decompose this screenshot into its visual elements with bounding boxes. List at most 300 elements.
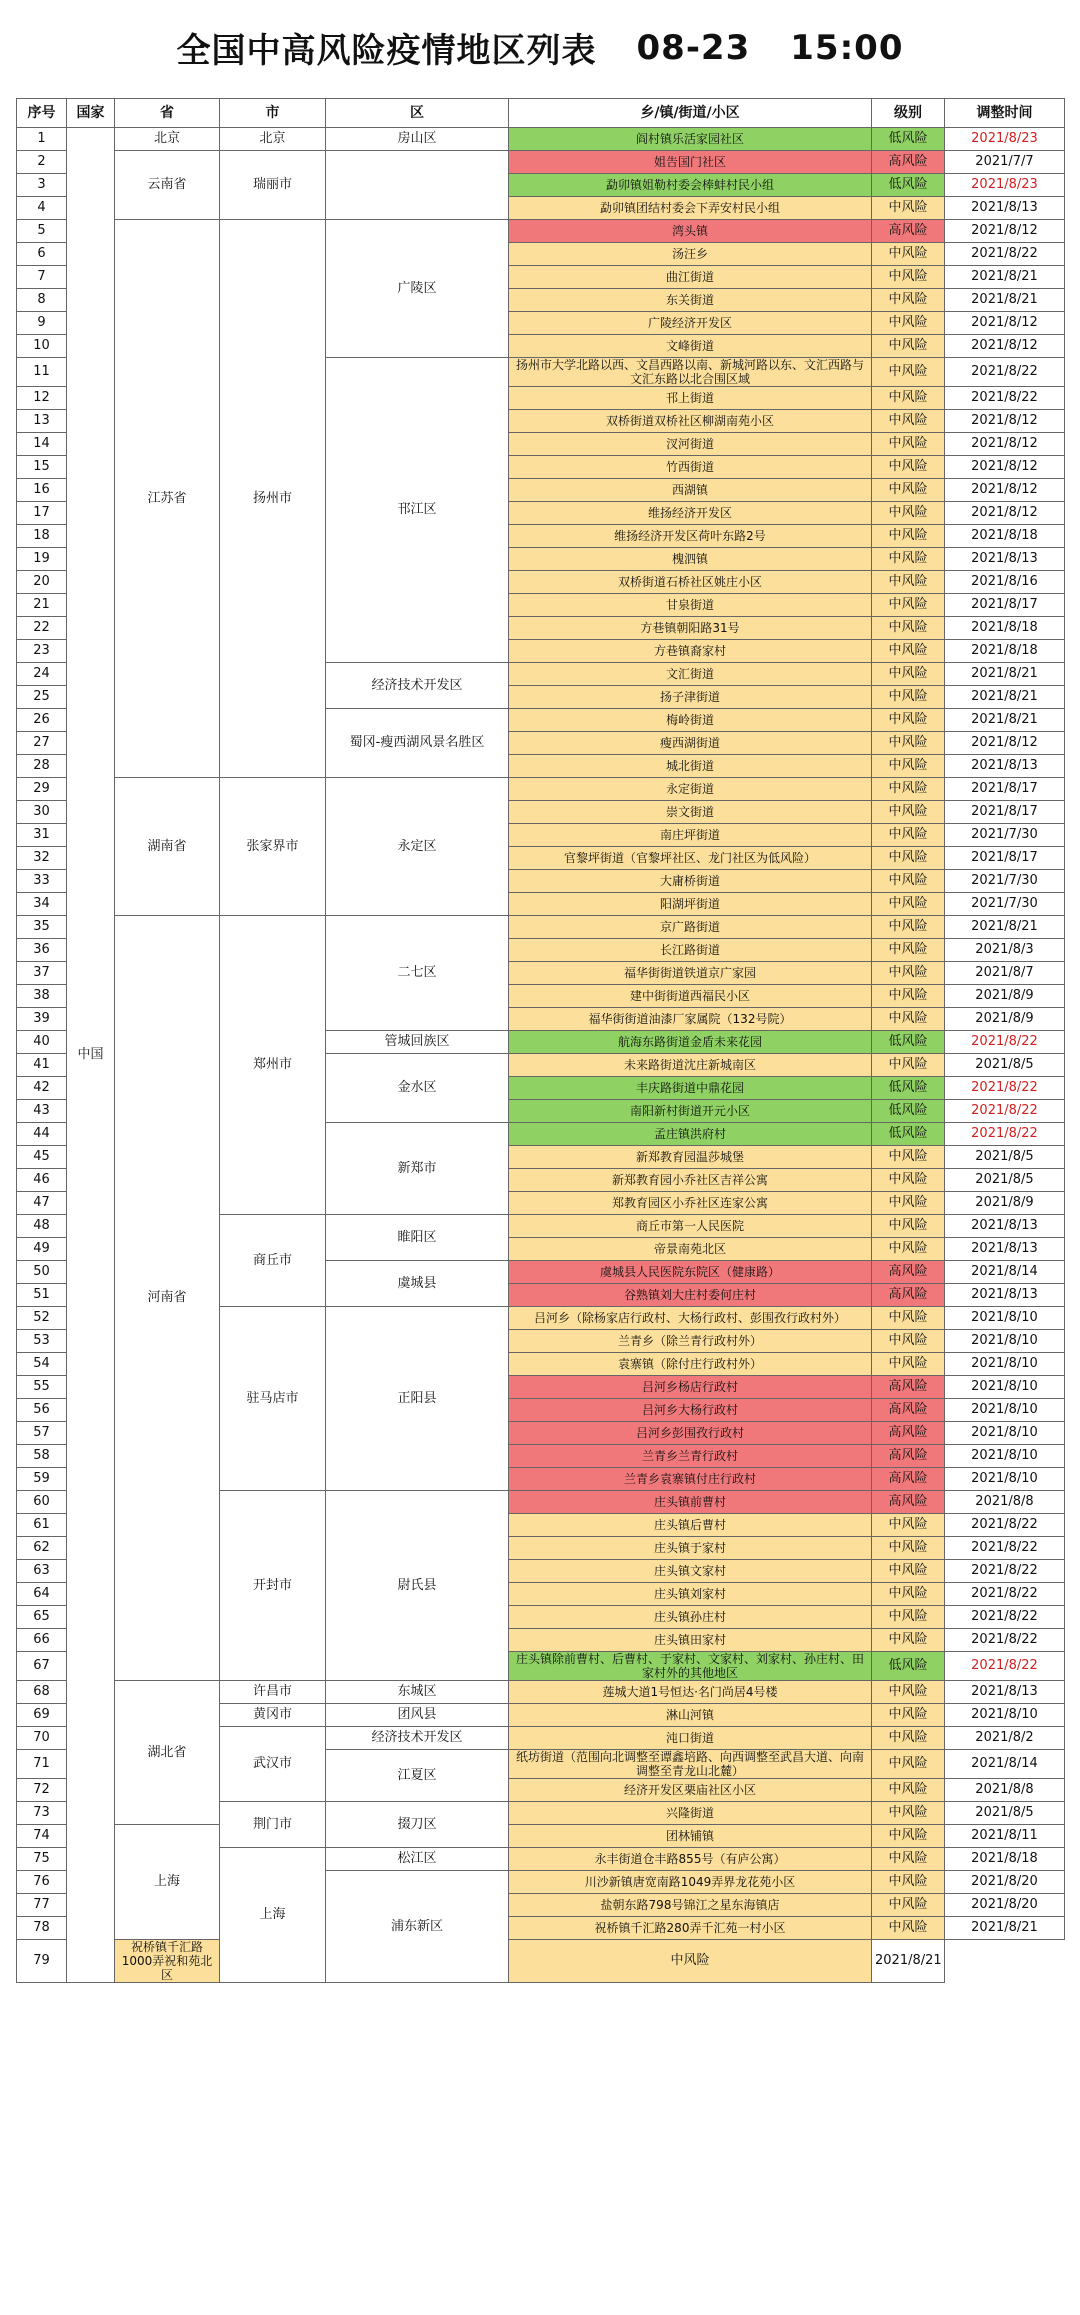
- area-name: 兰青乡兰青行政村: [509, 1445, 872, 1468]
- adjust-date: 2021/8/22: [945, 1560, 1065, 1583]
- row-number: 35: [17, 916, 67, 939]
- province-cell: 湖南省: [115, 778, 220, 916]
- adjust-date: 2021/8/10: [945, 1445, 1065, 1468]
- area-name: 勐卯镇团结村委会下弄安村民小组: [509, 197, 872, 220]
- risk-level: 中风险: [872, 1146, 945, 1169]
- adjust-date: 2021/8/12: [945, 502, 1065, 525]
- area-name: 庄头镇前曹村: [509, 1491, 872, 1514]
- risk-level: 中风险: [872, 1054, 945, 1077]
- title-main: 全国中高风险疫情地区列表: [176, 31, 597, 71]
- header-ward: 乡/镇/街道/小区: [509, 99, 872, 128]
- risk-level: 中风险: [872, 456, 945, 479]
- risk-level: 中风险: [509, 1940, 872, 1983]
- adjust-date: 2021/8/22: [945, 1606, 1065, 1629]
- row-number: 10: [17, 335, 67, 358]
- adjust-date: 2021/8/12: [945, 410, 1065, 433]
- area-name: 方巷镇裔家村: [509, 640, 872, 663]
- adjust-date: 2021/8/10: [945, 1353, 1065, 1376]
- adjust-date: 2021/8/5: [945, 1169, 1065, 1192]
- risk-level: 中风险: [872, 387, 945, 410]
- risk-level: 中风险: [872, 778, 945, 801]
- adjust-date: 2021/8/10: [945, 1307, 1065, 1330]
- row-number: 21: [17, 594, 67, 617]
- risk-level: 中风险: [872, 755, 945, 778]
- area-name: 郑教育园区小乔社区连家公寓: [509, 1192, 872, 1215]
- area-name: 吕河乡（除杨家店行政村、大杨行政村、彭围孜行政村外）: [509, 1307, 872, 1330]
- adjust-date: 2021/8/10: [945, 1468, 1065, 1491]
- adjust-date: 2021/8/12: [945, 220, 1065, 243]
- area-name: 文峰街道: [509, 335, 872, 358]
- area-name: 经济开发区栗庙社区小区: [509, 1779, 872, 1802]
- area-name: 福华街街道油漆厂家属院（132号院）: [509, 1008, 872, 1031]
- risk-level: 中风险: [872, 870, 945, 893]
- district-cell: 经济技术开发区: [326, 663, 509, 709]
- adjust-date: 2021/8/5: [945, 1054, 1065, 1077]
- area-name: 双桥街道双桥社区柳湖南苑小区: [509, 410, 872, 433]
- risk-level: 中风险: [872, 1560, 945, 1583]
- district-cell: 松江区: [326, 1848, 509, 1871]
- row-number: 49: [17, 1238, 67, 1261]
- area-name: 新郑教育园小乔社区吉祥公寓: [509, 1169, 872, 1192]
- area-name: 姐告国门社区: [509, 151, 872, 174]
- adjust-date: 2021/8/10: [945, 1399, 1065, 1422]
- adjust-date: 2021/8/20: [945, 1871, 1065, 1894]
- risk-level: 低风险: [872, 1077, 945, 1100]
- risk-level: 中风险: [872, 502, 945, 525]
- area-name: 庄头镇于家村: [509, 1537, 872, 1560]
- city-cell: 荆门市: [220, 1802, 326, 1848]
- city-cell: 黄冈市: [220, 1704, 326, 1727]
- area-name: 阳湖坪街道: [509, 893, 872, 916]
- adjust-date: 2021/8/22: [945, 358, 1065, 387]
- row-number: 72: [17, 1779, 67, 1802]
- area-name: 南阳新村街道开元小区: [509, 1100, 872, 1123]
- adjust-date: 2021/8/9: [945, 1008, 1065, 1031]
- area-name: 庄头镇刘家村: [509, 1583, 872, 1606]
- adjust-date: 2021/8/5: [945, 1802, 1065, 1825]
- area-name: 虞城县人民医院东院区（健康路）: [509, 1261, 872, 1284]
- district-cell: 浦东新区: [326, 1871, 509, 1983]
- area-name: 永定街道: [509, 778, 872, 801]
- adjust-date: 2021/8/22: [945, 1514, 1065, 1537]
- row-number: 64: [17, 1583, 67, 1606]
- row-number: 59: [17, 1468, 67, 1491]
- area-name: 丰庆路街道中鼎花园: [509, 1077, 872, 1100]
- adjust-date: 2021/8/21: [945, 1917, 1065, 1940]
- adjust-date: 2021/8/12: [945, 312, 1065, 335]
- adjust-date: 2021/8/22: [945, 243, 1065, 266]
- area-name: 淋山河镇: [509, 1704, 872, 1727]
- adjust-date: 2021/8/5: [945, 1146, 1065, 1169]
- row-number: 60: [17, 1491, 67, 1514]
- adjust-date: 2021/8/22: [945, 1031, 1065, 1054]
- risk-level: 中风险: [872, 243, 945, 266]
- row-number: 25: [17, 686, 67, 709]
- area-name: 航海东路街道金盾未来花园: [509, 1031, 872, 1054]
- header-time: 调整时间: [945, 99, 1065, 128]
- row-number: 41: [17, 1054, 67, 1077]
- adjust-date: 2021/8/13: [945, 548, 1065, 571]
- risk-level: 中风险: [872, 266, 945, 289]
- row-number: 58: [17, 1445, 67, 1468]
- country-cell: 中国: [67, 128, 115, 1983]
- row-number: 9: [17, 312, 67, 335]
- adjust-date: 2021/8/21: [945, 266, 1065, 289]
- adjust-date: 2021/8/17: [945, 847, 1065, 870]
- area-name: 西湖镇: [509, 479, 872, 502]
- district-cell: 江夏区: [326, 1750, 509, 1802]
- adjust-date: 2021/8/3: [945, 939, 1065, 962]
- adjust-date: 2021/8/22: [945, 1583, 1065, 1606]
- adjust-date: 2021/8/22: [945, 1100, 1065, 1123]
- row-number: 3: [17, 174, 67, 197]
- area-name: 吕河乡彭围孜行政村: [509, 1422, 872, 1445]
- row-number: 73: [17, 1802, 67, 1825]
- adjust-date: 2021/7/7: [945, 151, 1065, 174]
- adjust-date: 2021/8/21: [945, 709, 1065, 732]
- row-number: 13: [17, 410, 67, 433]
- row-number: 42: [17, 1077, 67, 1100]
- district-cell: 虞城县: [326, 1261, 509, 1307]
- area-name: 甘泉街道: [509, 594, 872, 617]
- risk-level: 中风险: [872, 358, 945, 387]
- risk-level: 中风险: [872, 1192, 945, 1215]
- city-cell: 张家界市: [220, 778, 326, 916]
- row-number: 67: [17, 1652, 67, 1681]
- area-name: 广陵经济开发区: [509, 312, 872, 335]
- table-row: [17, 151, 1065, 174]
- adjust-date: 2021/8/18: [945, 1848, 1065, 1871]
- city-cell: 驻马店市: [220, 1307, 326, 1491]
- area-name: 崇文街道: [509, 801, 872, 824]
- area-name: 维扬经济开发区: [509, 502, 872, 525]
- city-cell: 郑州市: [220, 916, 326, 1215]
- area-name: 祝桥镇千汇路1000弄祝和苑北区: [115, 1940, 220, 1983]
- row-number: 69: [17, 1704, 67, 1727]
- risk-level: 高风险: [872, 1491, 945, 1514]
- area-name: 邗上街道: [509, 387, 872, 410]
- risk-level: 中风险: [872, 847, 945, 870]
- adjust-date: 2021/8/12: [945, 456, 1065, 479]
- adjust-date: 2021/8/9: [945, 985, 1065, 1008]
- adjust-date: 2021/8/17: [945, 778, 1065, 801]
- adjust-date: 2021/8/22: [945, 1652, 1065, 1681]
- row-number: 48: [17, 1215, 67, 1238]
- header-province: 省: [115, 99, 220, 128]
- risk-level: 中风险: [872, 893, 945, 916]
- area-name: 沌口街道: [509, 1727, 872, 1750]
- adjust-date: 2021/8/12: [945, 433, 1065, 456]
- area-name: 祝桥镇千汇路280弄千汇苑一村小区: [509, 1917, 872, 1940]
- risk-level: 中风险: [872, 479, 945, 502]
- area-name: 汤汪乡: [509, 243, 872, 266]
- risk-level: 中风险: [872, 1629, 945, 1652]
- row-number: 47: [17, 1192, 67, 1215]
- adjust-date: 2021/8/9: [945, 1192, 1065, 1215]
- row-number: 44: [17, 1123, 67, 1146]
- area-name: 竹西街道: [509, 456, 872, 479]
- row-number: 53: [17, 1330, 67, 1353]
- city-cell: 商丘市: [220, 1215, 326, 1307]
- row-number: 78: [17, 1917, 67, 1940]
- row-number: 17: [17, 502, 67, 525]
- district-cell: 掇刀区: [326, 1802, 509, 1848]
- adjust-date: 2021/8/23: [945, 128, 1065, 151]
- row-number: 55: [17, 1376, 67, 1399]
- adjust-date: 2021/8/21: [872, 1940, 945, 1983]
- district-cell: 二七区: [326, 916, 509, 1031]
- adjust-date: 2021/8/17: [945, 594, 1065, 617]
- row-number: 68: [17, 1681, 67, 1704]
- row-number: 30: [17, 801, 67, 824]
- row-number: 79: [17, 1940, 67, 1983]
- area-name: 袁寨镇（除付庄行政村外）: [509, 1353, 872, 1376]
- area-name: 维扬经济开发区荷叶东路2号: [509, 525, 872, 548]
- table-body: [17, 128, 1065, 1983]
- district-cell: 睢阳区: [326, 1215, 509, 1261]
- adjust-date: 2021/8/14: [945, 1261, 1065, 1284]
- risk-level: 中风险: [872, 1848, 945, 1871]
- risk-level: 中风险: [872, 801, 945, 824]
- adjust-date: 2021/8/13: [945, 755, 1065, 778]
- row-number: 74: [17, 1825, 67, 1848]
- risk-level: 高风险: [872, 1376, 945, 1399]
- risk-level: 中风险: [872, 640, 945, 663]
- row-number: 36: [17, 939, 67, 962]
- area-name: 方巷镇朝阳路31号: [509, 617, 872, 640]
- area-name: 莲城大道1号恒达·名门尚居4号楼: [509, 1681, 872, 1704]
- area-name: 双桥街道石桥社区姚庄小区: [509, 571, 872, 594]
- table-row: [17, 778, 1065, 801]
- row-number: 51: [17, 1284, 67, 1307]
- row-number: 70: [17, 1727, 67, 1750]
- area-name: 帝景南苑北区: [509, 1238, 872, 1261]
- risk-level: 中风险: [872, 433, 945, 456]
- area-name: 曲江街道: [509, 266, 872, 289]
- district-cell: 永定区: [326, 778, 509, 916]
- risk-level: 高风险: [872, 1261, 945, 1284]
- district-cell: 新郑市: [326, 1123, 509, 1215]
- risk-level: 中风险: [872, 1215, 945, 1238]
- row-number: 77: [17, 1894, 67, 1917]
- risk-level: 中风险: [872, 1704, 945, 1727]
- title-date: 08-23: [636, 27, 751, 68]
- table-row: [17, 1940, 1065, 1983]
- row-number: 11: [17, 358, 67, 387]
- adjust-date: 2021/8/22: [945, 387, 1065, 410]
- title-time: 15:00: [790, 27, 904, 68]
- row-number: 26: [17, 709, 67, 732]
- adjust-date: 2021/8/10: [945, 1376, 1065, 1399]
- row-number: 66: [17, 1629, 67, 1652]
- province-cell: 云南省: [115, 151, 220, 220]
- risk-level: 低风险: [872, 174, 945, 197]
- adjust-date: 2021/8/16: [945, 571, 1065, 594]
- risk-level: 中风险: [872, 1681, 945, 1704]
- table-row: [17, 1825, 1065, 1848]
- table-row: [17, 128, 1065, 151]
- risk-area-table: [16, 98, 1065, 1983]
- risk-level: 中风险: [872, 985, 945, 1008]
- risk-level: 中风险: [872, 1802, 945, 1825]
- row-number: 8: [17, 289, 67, 312]
- adjust-date: 2021/8/12: [945, 335, 1065, 358]
- adjust-date: 2021/8/2: [945, 1727, 1065, 1750]
- area-name: 吕河乡杨店行政村: [509, 1376, 872, 1399]
- adjust-date: 2021/8/22: [945, 1123, 1065, 1146]
- adjust-date: 2021/8/18: [945, 640, 1065, 663]
- adjust-date: 2021/8/13: [945, 197, 1065, 220]
- row-number: 1: [17, 128, 67, 151]
- risk-level: 中风险: [872, 1169, 945, 1192]
- area-name: 勐卯镇姐勒村委会棒蚌村民小组: [509, 174, 872, 197]
- adjust-date: 2021/8/13: [945, 1215, 1065, 1238]
- area-name: 商丘市第一人民医院: [509, 1215, 872, 1238]
- area-name: 建中街街道西福民小区: [509, 985, 872, 1008]
- city-cell: 扬州市: [220, 220, 326, 778]
- area-name: 京广路街道: [509, 916, 872, 939]
- area-name: 南庄坪街道: [509, 824, 872, 847]
- risk-level: 中风险: [872, 1583, 945, 1606]
- adjust-date: 2021/8/11: [945, 1825, 1065, 1848]
- row-number: 38: [17, 985, 67, 1008]
- area-name: 永丰街道仓丰路855号（有庐公寓）: [509, 1848, 872, 1871]
- area-name: 瘦西湖街道: [509, 732, 872, 755]
- adjust-date: 2021/8/21: [945, 686, 1065, 709]
- adjust-date: 2021/8/21: [945, 289, 1065, 312]
- row-number: 7: [17, 266, 67, 289]
- area-name: 东关街道: [509, 289, 872, 312]
- risk-level: 低风险: [872, 1031, 945, 1054]
- row-number: 5: [17, 220, 67, 243]
- risk-level: 中风险: [872, 962, 945, 985]
- row-number: 37: [17, 962, 67, 985]
- risk-level: 中风险: [872, 525, 945, 548]
- area-name: 福华街街道铁道京广家园: [509, 962, 872, 985]
- risk-level: 中风险: [872, 1307, 945, 1330]
- row-number: 43: [17, 1100, 67, 1123]
- row-number: 76: [17, 1871, 67, 1894]
- row-number: 27: [17, 732, 67, 755]
- risk-level: 中风险: [872, 1917, 945, 1940]
- header-seq: 序号: [17, 99, 67, 128]
- district-cell: 经济技术开发区: [326, 1727, 509, 1750]
- risk-level: 高风险: [872, 220, 945, 243]
- adjust-date: 2021/8/22: [945, 1537, 1065, 1560]
- adjust-date: 2021/8/21: [945, 916, 1065, 939]
- table-row: [17, 220, 1065, 243]
- adjust-date: 2021/8/18: [945, 525, 1065, 548]
- row-number: 45: [17, 1146, 67, 1169]
- area-name: 谷熟镇刘大庄村委何庄村: [509, 1284, 872, 1307]
- area-name: 庄头镇文家村: [509, 1560, 872, 1583]
- area-name: 庄头镇孙庄村: [509, 1606, 872, 1629]
- adjust-date: 2021/8/22: [945, 1629, 1065, 1652]
- city-cell: 上海: [220, 1848, 326, 1983]
- risk-level: 中风险: [872, 824, 945, 847]
- city-cell: 北京: [220, 128, 326, 151]
- area-name: 长江路街道: [509, 939, 872, 962]
- table-row: [17, 1681, 1065, 1704]
- district-cell: 金水区: [326, 1054, 509, 1123]
- row-number: 65: [17, 1606, 67, 1629]
- risk-level: 高风险: [872, 1399, 945, 1422]
- city-cell: 开封市: [220, 1491, 326, 1681]
- header-level: 级别: [872, 99, 945, 128]
- area-name: 扬州市大学北路以西、文昌西路以南、新城河路以东、文汇西路与文汇东路以北合围区域: [509, 358, 872, 387]
- area-name: 川沙新镇唐宽南路1049弄界龙花苑小区: [509, 1871, 872, 1894]
- city-cell: 许昌市: [220, 1681, 326, 1704]
- adjust-date: 2021/8/8: [945, 1779, 1065, 1802]
- adjust-date: 2021/7/30: [945, 870, 1065, 893]
- risk-level: 高风险: [872, 1422, 945, 1445]
- area-name: 湾头镇: [509, 220, 872, 243]
- row-number: 4: [17, 197, 67, 220]
- header-district: 区: [326, 99, 509, 128]
- area-name: 扬子津街道: [509, 686, 872, 709]
- row-number: 57: [17, 1422, 67, 1445]
- risk-level: 中风险: [872, 594, 945, 617]
- province-cell: 上海: [115, 1825, 220, 1940]
- risk-level: 低风险: [872, 128, 945, 151]
- adjust-date: 2021/8/23: [945, 174, 1065, 197]
- district-cell: 尉氏县: [326, 1491, 509, 1681]
- risk-level: 中风险: [872, 1353, 945, 1376]
- adjust-date: 2021/8/7: [945, 962, 1065, 985]
- province-cell: 湖北省: [115, 1681, 220, 1825]
- adjust-date: 2021/8/12: [945, 732, 1065, 755]
- row-number: 24: [17, 663, 67, 686]
- risk-level: 中风险: [872, 289, 945, 312]
- risk-level: 中风险: [872, 916, 945, 939]
- row-number: 20: [17, 571, 67, 594]
- row-number: 52: [17, 1307, 67, 1330]
- area-name: 庄头镇除前曹村、后曹村、于家村、文家村、刘家村、孙庄村、田家村外的其他地区: [509, 1652, 872, 1681]
- row-number: 63: [17, 1560, 67, 1583]
- risk-level: 中风险: [872, 1537, 945, 1560]
- row-number: 32: [17, 847, 67, 870]
- row-number: 34: [17, 893, 67, 916]
- risk-level: 中风险: [872, 1825, 945, 1848]
- row-number: 28: [17, 755, 67, 778]
- district-cell: 团风县: [326, 1704, 509, 1727]
- row-number: 61: [17, 1514, 67, 1537]
- row-number: 31: [17, 824, 67, 847]
- risk-level: 中风险: [872, 709, 945, 732]
- adjust-date: 2021/8/10: [945, 1704, 1065, 1727]
- district-cell: 邗江区: [326, 358, 509, 663]
- row-number: 2: [17, 151, 67, 174]
- district-cell: 蜀冈-瘦西湖风景名胜区: [326, 709, 509, 778]
- area-name: 官黎坪街道（官黎坪社区、龙门社区为低风险）: [509, 847, 872, 870]
- city-cell: 武汉市: [220, 1727, 326, 1802]
- province-cell: 江苏省: [115, 220, 220, 778]
- risk-level: 中风险: [872, 1727, 945, 1750]
- adjust-date: 2021/7/30: [945, 824, 1065, 847]
- risk-level: 中风险: [872, 1238, 945, 1261]
- adjust-date: 2021/8/14: [945, 1750, 1065, 1779]
- row-number: 40: [17, 1031, 67, 1054]
- row-number: 46: [17, 1169, 67, 1192]
- risk-level: 低风险: [872, 1652, 945, 1681]
- area-name: 兰青乡袁寨镇付庄行政村: [509, 1468, 872, 1491]
- province-cell: 河南省: [115, 916, 220, 1681]
- area-name: 盐朝东路798号锦江之星东海镇店: [509, 1894, 872, 1917]
- area-name: 大庸桥街道: [509, 870, 872, 893]
- row-number: 6: [17, 243, 67, 266]
- adjust-date: 2021/8/8: [945, 1491, 1065, 1514]
- risk-level: 中风险: [872, 663, 945, 686]
